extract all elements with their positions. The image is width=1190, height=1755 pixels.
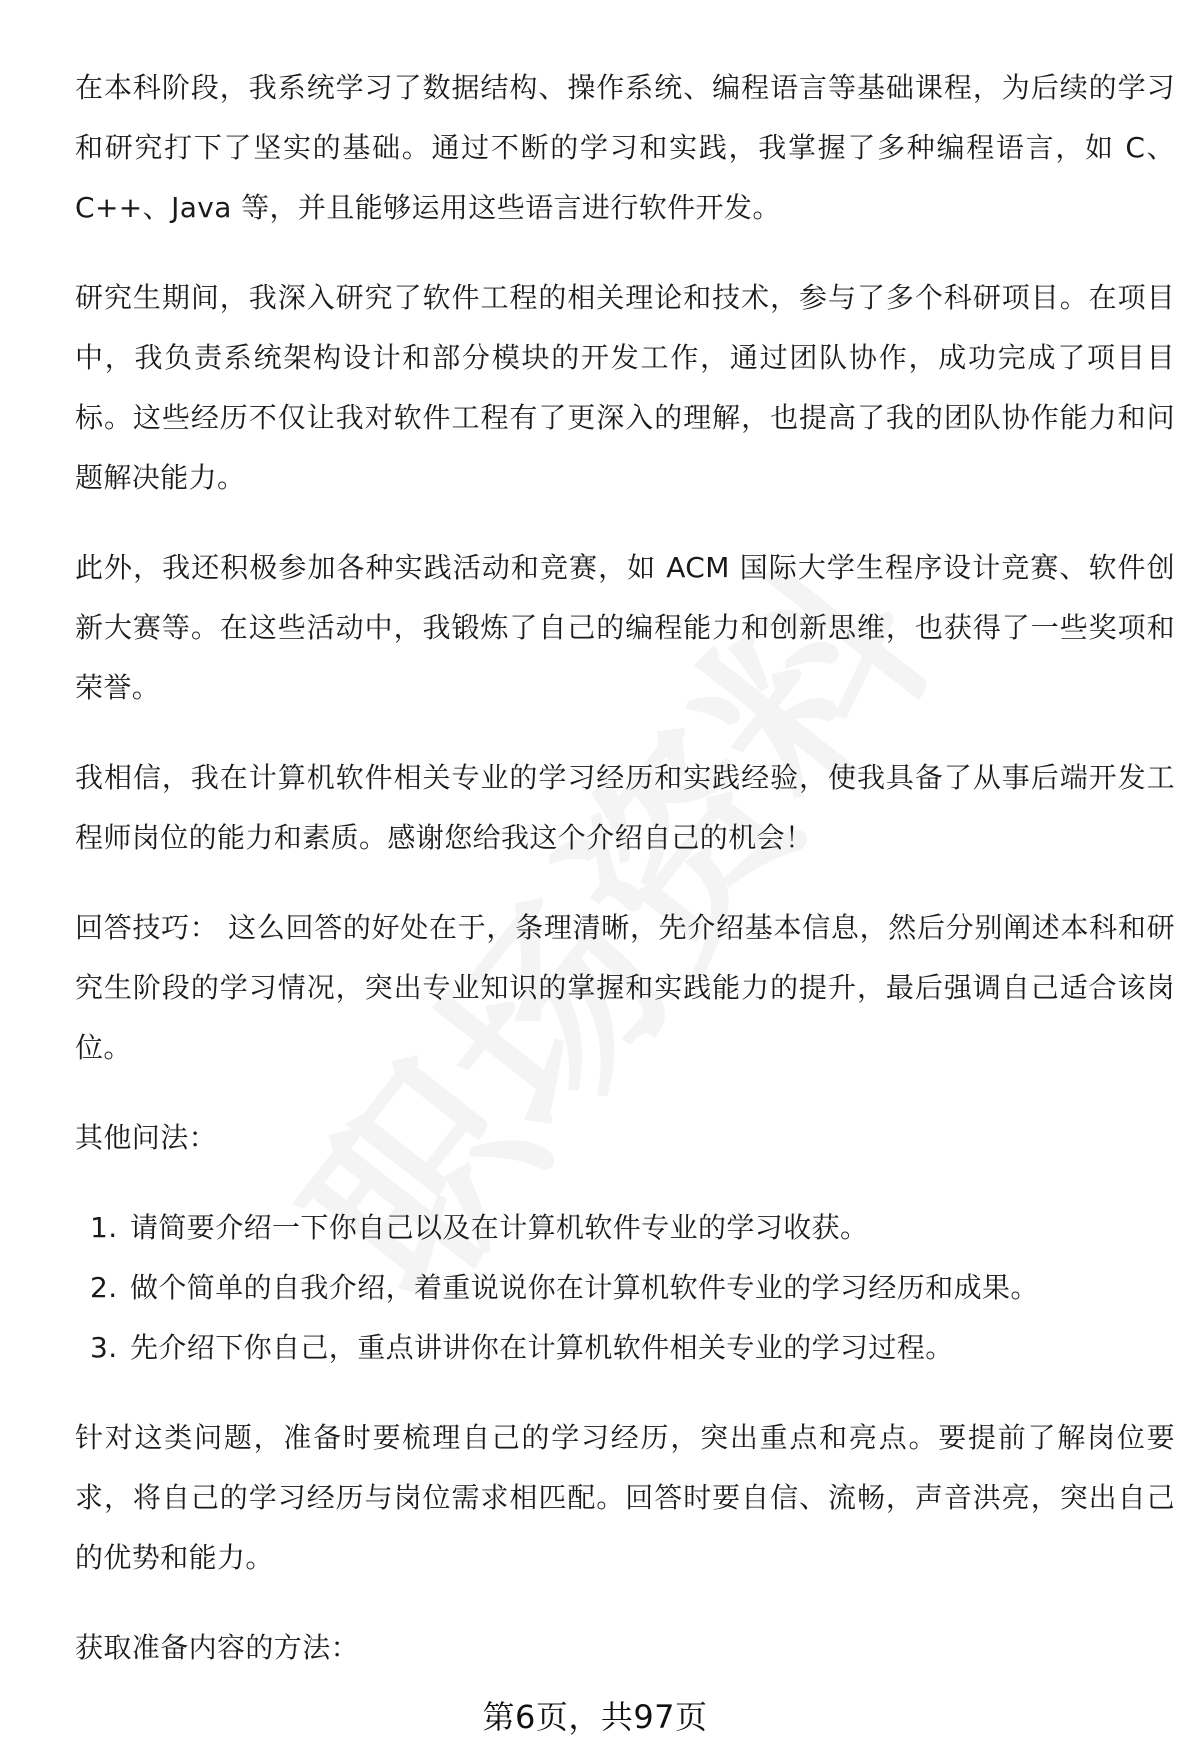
other-questions-list	[75, 1198, 1175, 1378]
paragraph-preparation-advice: 针对这类问题，准备时要梳理自己的学习经历，突出重点和亮点。要提前了解岗位要求，将自己的学习经历与岗位需求相匹配。回答时要自信、流畅，声音洪亮，突出自己的优势和能力。	[75, 1421, 1175, 1574]
paragraph-conclusion: 我相信，我在计算机软件相关专业的学习经历和实践经验，使我具备了从事后端开发工程师岗位的能力和素质。感谢您给我这个介绍自己的机会！	[75, 761, 1175, 854]
list-item	[75, 1258, 1175, 1318]
list-item-text: 请简要介绍一下你自己以及在计算机软件专业的学习收获。	[130, 1211, 869, 1244]
document-body	[75, 58, 1175, 1708]
list-item-number: 1.	[90, 1211, 118, 1244]
paragraph-undergraduate: 在本科阶段，我系统学习了数据结构、操作系统、编程语言等基础课程，为后续的学习和研究打下了坚实的基础。通过不断的学习和实践，我掌握了多种编程语言，如 C、C++、Java 等，并且能够运用这些语言进行软件开发。	[75, 71, 1175, 224]
list-item-number: 3.	[90, 1331, 118, 1364]
list-item-text: 先介绍下你自己，重点讲讲你在计算机软件相关专业的学习过程。	[130, 1331, 954, 1364]
list-item-number: 2.	[90, 1271, 118, 1304]
paragraph-activities: 此外，我还积极参加各种实践活动和竞赛，如 ACM 国际大学生程序设计竞赛、软件创新大赛等。在这些活动中，我锻炼了自己的编程能力和创新思维，也获得了一些奖项和荣誉。	[75, 551, 1175, 704]
page-number: 第6页，共97页	[482, 1698, 708, 1736]
list-item	[75, 1198, 1175, 1258]
list-item-text: 做个简单的自我介绍，着重说说你在计算机软件专业的学习经历和成果。	[130, 1271, 1039, 1304]
paragraph-preparation-methods-heading: 获取准备内容的方法：	[75, 1631, 360, 1664]
paragraph-other-questions-heading: 其他问法：	[75, 1121, 218, 1154]
list-item	[75, 1318, 1175, 1378]
paragraph-answer-tips: 回答技巧： 这么回答的好处在于，条理清晰，先介绍基本信息，然后分别阐述本科和研究生阶段的学习情况，突出专业知识的掌握和实践能力的提升，最后强调自己适合该岗位。	[75, 911, 1175, 1064]
paragraph-graduate: 研究生期间，我深入研究了软件工程的相关理论和技术，参与了多个科研项目。在项目中，我负责系统架构设计和部分模块的开发工作，通过团队协作，成功完成了项目目标。这些经历不仅让我对软件工程有了更深入的理解，也提高了我的团队协作能力和问题解决能力。	[75, 281, 1175, 494]
